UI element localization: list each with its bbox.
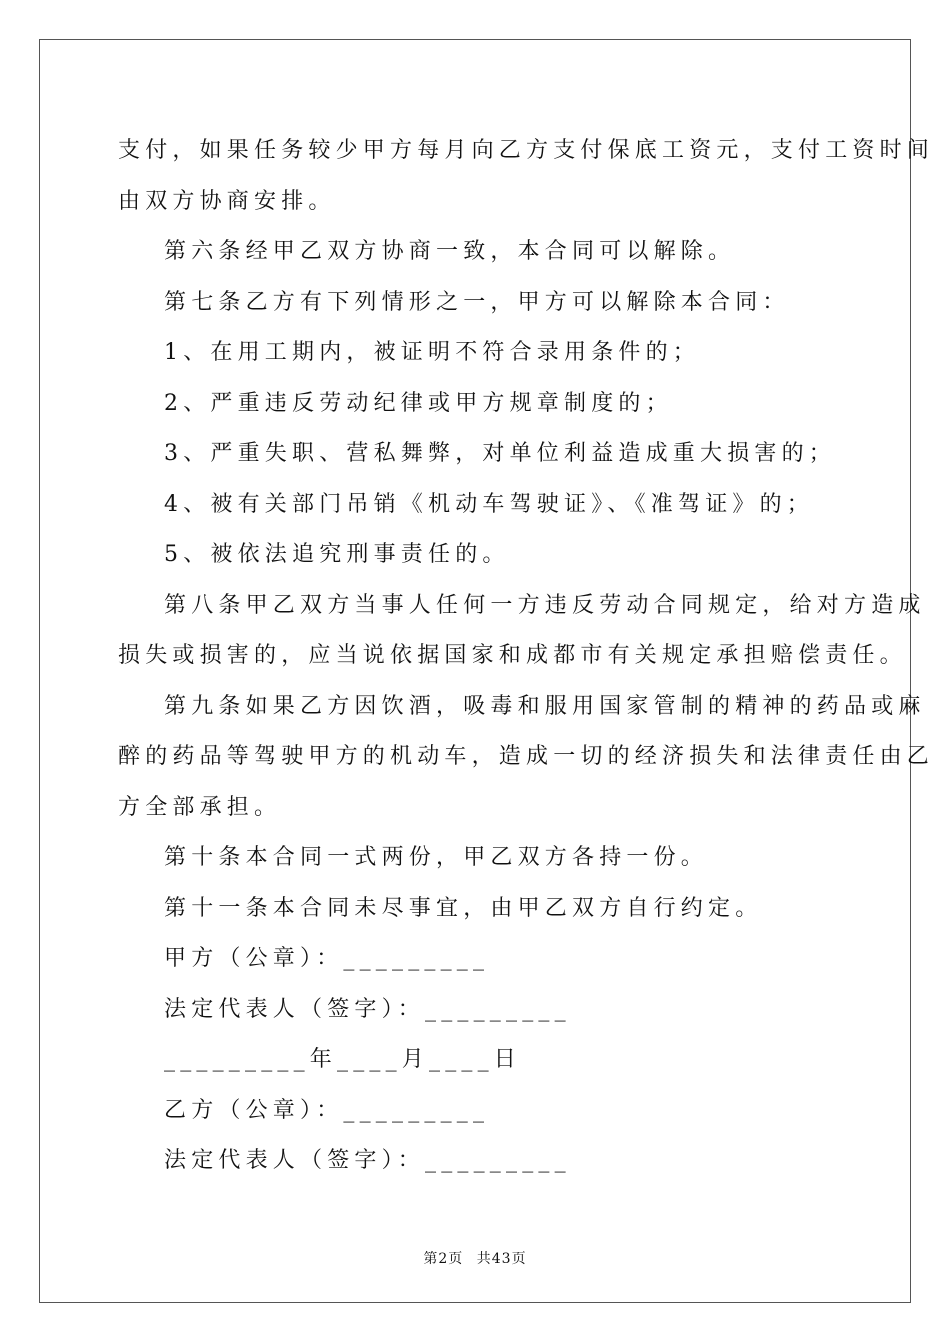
page-number: 第2页 — [423, 1251, 464, 1267]
page-footer — [0, 1248, 950, 1268]
date-line: _________年____月____日 — [164, 1047, 522, 1072]
text-line: 3、严重失职、营私舞弊，对单位利益造成重大损害的； — [164, 441, 836, 466]
text-line: 醉的药品等驾驶甲方的机动车，造成一切的经济损失和法律责任由乙 — [118, 744, 935, 769]
text-line: 损失或损害的，应当说依据国家和成都市有关规定承担赔偿责任。 — [118, 643, 907, 668]
party-a-seal-line: 甲方（公章）：_________ — [164, 946, 490, 971]
text-line: 方全部承担。 — [118, 794, 282, 820]
text-line: 5、被依法追究刑事责任的。 — [164, 542, 510, 567]
text-line: 第六条经甲乙双方协商一致，本合同可以解除。 — [164, 239, 736, 264]
text-line: 由双方协商安排。 — [118, 188, 336, 214]
text-line: 支付，如果任务较少甲方每月向乙方支付保底工资元，支付工资时间 — [118, 138, 935, 163]
text-line: 第七条乙方有下列情形之一，甲方可以解除本合同： — [164, 289, 790, 315]
text-line: 第十一条本合同未尽事宜，由甲乙双方自行约定。 — [164, 895, 763, 921]
text-line: 第十条本合同一式两份，甲乙双方各持一份。 — [164, 845, 709, 870]
page-total: 共43页 — [476, 1251, 527, 1267]
text-line: 2、严重违反劳动纪律或甲方规章制度的； — [164, 390, 673, 416]
party-b-representative-line: 法定代表人（签字）：_________ — [164, 1148, 571, 1173]
party-a-representative-line: 法定代表人（签字）：_________ — [164, 996, 571, 1022]
text-line: 第八条甲乙双方当事人任何一方违反劳动合同规定，给对方造成 — [164, 592, 926, 618]
document-body — [118, 126, 935, 1187]
text-line: 第九条如果乙方因饮酒，吸毒和服用国家管制的精神的药品或麻 — [164, 693, 926, 719]
text-line: 4、被有关部门吊销《机动车驾驶证》、《准驾证》的； — [164, 491, 814, 517]
party-b-seal-line: 乙方（公章）：_________ — [164, 1097, 490, 1123]
text-line: 1、在用工期内，被证明不符合录用条件的； — [164, 340, 700, 365]
